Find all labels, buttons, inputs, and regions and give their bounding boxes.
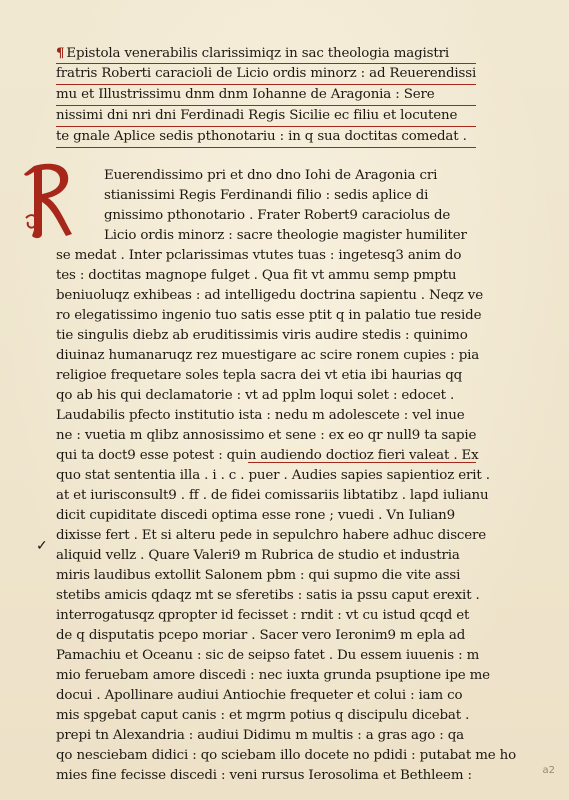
body-line-text: mies fine fecisse discedi : veni rursus Ierosolima et Bethleem : bbox=[56, 768, 472, 783]
body-line-text: aliquid vellz . Quare Valeri9 m Rubrica de studio et industria bbox=[56, 548, 460, 563]
body-line bbox=[56, 486, 489, 506]
body-line bbox=[56, 366, 476, 386]
body-line bbox=[56, 166, 476, 186]
body-line-text: at et iurisconsult9 . ff . de fidei comissariis libtatibz . lapd iulianu bbox=[56, 488, 489, 503]
body-line bbox=[56, 646, 480, 666]
body-line bbox=[56, 726, 476, 746]
body-line bbox=[56, 246, 476, 266]
body-line-text: docui . Apollinare audiui Antiochie frequeter et colui : iam co bbox=[56, 688, 463, 703]
body-line bbox=[56, 326, 476, 346]
body-line bbox=[56, 286, 483, 306]
body-line-text: stianissimi Regis Ferdinandi filio : sedis aplice di bbox=[104, 188, 429, 203]
body-line bbox=[56, 546, 476, 566]
body-line-text: tie singulis diebz ab eruditissimis viris audire stedis : quinimo bbox=[56, 328, 468, 343]
heading-line-text: te gnale Aplice sedis pthonotariu : in q sua doctitas comedat . bbox=[56, 129, 467, 144]
body-line bbox=[56, 206, 476, 226]
body-line bbox=[56, 706, 476, 726]
body-line-text: Laudabilis pfecto institutio ista : nedu m adolescete : vel inue bbox=[56, 408, 465, 423]
heading-line-text: fratris Roberti caracioli de Licio ordis minorz : ad Reuerendissi bbox=[56, 66, 477, 81]
heading-line bbox=[56, 127, 476, 148]
body-line bbox=[56, 606, 476, 626]
body-line-text: quo stat sententia illa . i . c . puer . Audies sapies sapientioz erit . bbox=[56, 468, 490, 483]
body-line-text: qo ab his qui declamatorie : vt ad pplm loqui solet : edocet . bbox=[56, 388, 455, 403]
body-line bbox=[56, 386, 476, 406]
body-line bbox=[56, 226, 476, 246]
body-line-text: tes : doctitas magnope fulget . Qua fit vt ammu semp pmptu bbox=[56, 268, 457, 283]
heading-block bbox=[56, 43, 476, 148]
body-line-text: beniuoluqz exhibeas : ad intelligedu doctrina sapientu . Neqz ve bbox=[56, 288, 483, 303]
body-line-text: gnissimo pthonotario . Frater Robert9 caraciolus de bbox=[104, 208, 451, 223]
body-line bbox=[56, 346, 480, 366]
body-line-text: qui ta doct9 esse potest : quin audiendo doctioz fieri valeat . Ex bbox=[56, 448, 479, 463]
heading-line bbox=[56, 43, 476, 64]
body-line-text: dicit cupiditate discedi optima esse rone ; vuedi . Vn Iulian9 bbox=[56, 508, 456, 523]
folio-number: a2 bbox=[542, 765, 555, 776]
body-text-block bbox=[56, 166, 517, 786]
body-line bbox=[56, 406, 476, 426]
body-line-text: Pamachiu et Oceanu : sic de seipso fatet . Du essem iuuenis : m bbox=[56, 648, 480, 663]
body-line bbox=[56, 586, 480, 606]
body-line-text: dixisse fert . Et si alteru pede in sepulchro habere adhuc discere bbox=[56, 528, 487, 543]
body-line-text: interrogatusqz qpropter id fecisset : rndit : vt cu istud qcqd et bbox=[56, 608, 470, 623]
body-line-text: Euerendissimo pri et dno dno Iohi de Aragonia cri bbox=[104, 168, 438, 183]
heading-line-text: nissimi dni nri dni Ferdinadi Regis Sicilie ec filiu et locutene bbox=[56, 108, 458, 123]
margin-check-icon: ✓ bbox=[36, 538, 48, 554]
body-line-text: Licio ordis minorz : sacre theologie magister humiliter bbox=[104, 228, 467, 243]
body-line bbox=[56, 506, 476, 526]
body-line-text: ne : vuetia m qlibz annosissimo et sene : ex eo qr null9 ta sapie bbox=[56, 428, 477, 443]
heading-line-text: mu et Illustrissimu dnm dnm Iohanne de Aragonia : Sere bbox=[56, 87, 435, 102]
body-line bbox=[56, 766, 476, 786]
body-line bbox=[56, 446, 479, 466]
body-line bbox=[56, 526, 487, 546]
body-line bbox=[56, 186, 476, 206]
heading-line bbox=[56, 106, 476, 127]
body-line bbox=[56, 426, 476, 446]
body-line-text: diuinaz humanaruqz rez muestigare ac scire ronem cupies : pia bbox=[56, 348, 480, 363]
body-line bbox=[56, 626, 476, 646]
body-line bbox=[56, 686, 476, 706]
body-line-text: mio feruebam amore discedi : nec iuxta grunda psuptione ipe me bbox=[56, 668, 490, 683]
body-line-text: de q disputatis pcepo moriar . Sacer vero Ieronim9 m epla ad bbox=[56, 628, 466, 643]
body-line-text: ro elegatissimo ingenio tuo satis esse ptit q in palatio tue reside bbox=[56, 308, 482, 323]
body-line-text: religioe frequetare soles tepla sacra dei vt etia ibi haurias qq bbox=[56, 368, 463, 383]
body-line-text: qo nesciebam didici : qo sciebam illo docete no pdidi : putabat me ho bbox=[56, 748, 517, 763]
heading-line-text: Epistola venerabilis clarissimiqz in sac theologia magistri bbox=[66, 46, 449, 61]
rubric-underline bbox=[248, 462, 476, 463]
body-line bbox=[56, 746, 517, 766]
body-line bbox=[56, 566, 476, 586]
body-line bbox=[56, 666, 490, 686]
body-line bbox=[56, 466, 490, 486]
body-line bbox=[56, 266, 476, 286]
body-line-text: prepi tn Alexandria : audiui Didimu m multis : a gras ago : qa bbox=[56, 728, 464, 743]
body-line-text: stetibs amicis qdaqz mt se sferetibs : satis ia pssu caput erexit . bbox=[56, 588, 480, 603]
body-line bbox=[56, 306, 482, 326]
body-line-text: mis spgebat caput canis : et mgrm potius q discipulu dicebat . bbox=[56, 708, 470, 723]
body-line-text: miris laudibus extollit Salonem pbm : qui supmo die vite assi bbox=[56, 568, 461, 583]
initial-letter: R bbox=[50, 220, 51, 221]
paragraph-mark-icon: ¶ bbox=[56, 45, 65, 61]
heading-line bbox=[56, 64, 476, 85]
heading-line bbox=[56, 85, 476, 106]
body-line-text: se medat . Inter pclarissimas vtutes tuas : ingetesq3 anim do bbox=[56, 248, 462, 263]
